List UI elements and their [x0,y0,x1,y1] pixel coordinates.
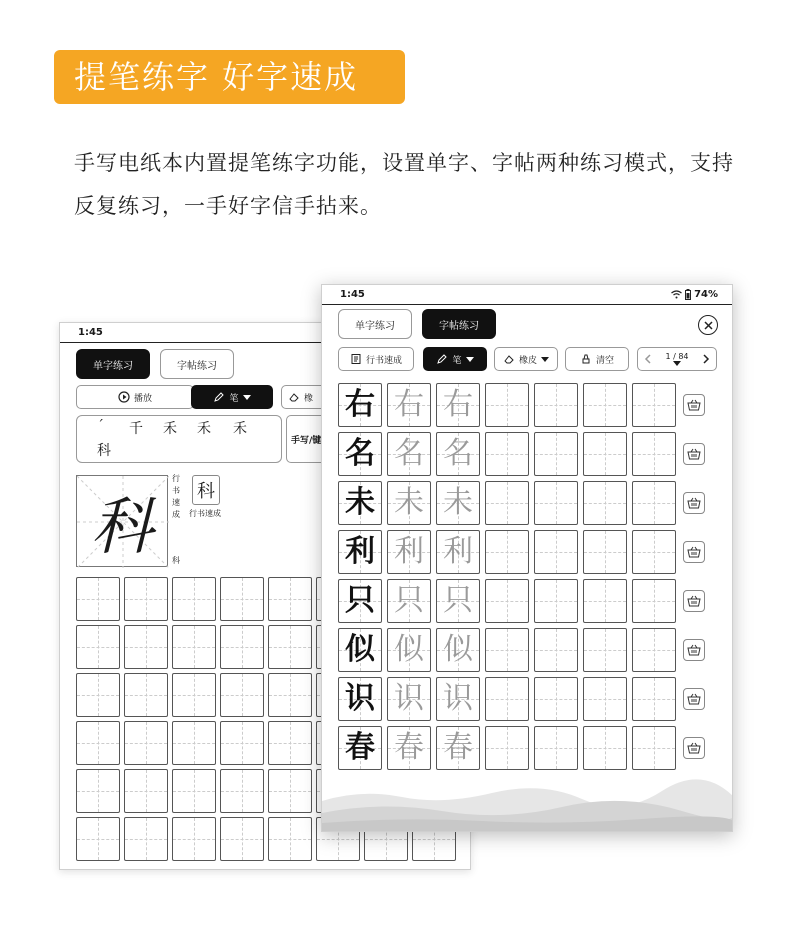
basket-icon [687,742,701,754]
practice-cell[interactable] [534,628,578,672]
style-vertical-label: 行书速成 [172,474,180,519]
practice-cell[interactable] [172,769,216,813]
tab-single-char[interactable]: 单字练习 [76,349,150,379]
stroke-step: 千 [129,421,143,437]
trace-cell[interactable] [387,628,431,672]
practice-cell[interactable] [534,579,578,623]
practice-cell[interactable] [268,577,312,621]
trace-cell[interactable] [387,579,431,623]
eraser-button[interactable] [494,347,558,371]
basket-icon [687,644,701,656]
practice-cell[interactable] [632,383,676,427]
play-label: 播放 [133,393,152,404]
trace-cell[interactable] [387,726,431,770]
model-cell[interactable] [338,530,382,574]
trace-char: 似 [443,632,473,667]
model-char: 名 [345,436,375,471]
practice-cell[interactable] [632,677,676,721]
practice-cell[interactable] [76,673,120,717]
trace-char: 只 [443,583,473,618]
trace-char: 利 [443,534,473,569]
practice-cell[interactable] [172,817,216,861]
trace-char: 春 [394,730,424,765]
practice-cell[interactable] [124,769,168,813]
practice-cell[interactable] [583,481,627,525]
book-icon [350,353,362,365]
practice-cell[interactable] [583,628,627,672]
practice-cell[interactable] [220,577,264,621]
trace-cell[interactable] [436,628,480,672]
model-char: 利 [345,534,375,569]
practice-cell[interactable] [485,481,529,525]
trace-char: 未 [443,485,473,520]
model-char-caption: 科 [172,556,180,565]
practice-cell[interactable] [76,769,120,813]
chevron-right-icon[interactable] [702,354,710,364]
tab-single-char[interactable]: 单字练习 [338,309,412,339]
status-time: 1:45 [340,289,365,300]
close-button[interactable] [698,315,718,335]
trace-char: 只 [394,583,424,618]
practice-cell[interactable] [268,673,312,717]
model-char: 未 [345,485,375,520]
handwrite-toggle[interactable]: 手写/键 [286,415,346,463]
practice-cell[interactable] [534,530,578,574]
practice-cell[interactable] [485,677,529,721]
practice-cell[interactable] [172,625,216,669]
close-icon [704,321,713,330]
basket-button[interactable] [683,737,705,759]
model-char: 春 [345,730,375,765]
stroke-step: 禾 [163,421,177,437]
pen-icon [213,391,225,403]
practice-cell[interactable] [485,579,529,623]
trace-char: 利 [394,534,424,569]
model-cell[interactable] [338,432,382,476]
chevron-down-icon [466,357,474,362]
eraser-icon [288,391,300,403]
basket-button[interactable] [683,541,705,563]
practice-cell[interactable] [76,625,120,669]
clear-icon [580,353,592,365]
model-char: 只 [345,583,375,618]
trace-char: 春 [443,730,473,765]
trace-cell[interactable] [387,530,431,574]
trace-cell[interactable] [387,677,431,721]
model-char: 右 [345,387,375,422]
basket-button[interactable] [683,394,705,416]
practice-cell[interactable] [220,817,264,861]
trace-char: 右 [394,387,424,422]
trace-cell[interactable] [387,383,431,427]
pen-icon [436,353,448,365]
status-bar [322,285,732,305]
model-cell[interactable] [338,628,382,672]
practice-cell[interactable] [534,383,578,427]
practice-cell[interactable] [583,383,627,427]
practice-cell[interactable] [534,432,578,476]
style-sample-char[interactable]: 科 [192,475,220,505]
page-indicator: 1 / 84 [665,352,689,361]
basket-icon [687,399,701,411]
practice-cell[interactable] [220,721,264,765]
pen-button[interactable] [191,385,273,409]
practice-cell[interactable] [268,625,312,669]
stroke-step: 禾 [197,421,211,437]
trace-char: 名 [443,436,473,471]
practice-cell[interactable] [220,673,264,717]
practice-cell[interactable] [632,481,676,525]
practice-cell[interactable] [583,677,627,721]
basket-button[interactable] [683,688,705,710]
wifi-icon [671,290,682,299]
practice-cell[interactable] [534,481,578,525]
model-char: 似 [345,632,375,667]
practice-cell[interactable] [172,673,216,717]
model-char: 识 [345,681,375,716]
trace-cell[interactable] [436,726,480,770]
trace-cell[interactable] [436,481,480,525]
practice-cell[interactable] [124,817,168,861]
trace-char: 识 [394,681,424,716]
practice-cell[interactable] [124,577,168,621]
trace-cell[interactable] [436,677,480,721]
model-char-box [76,475,168,567]
chevron-down-icon [243,395,251,400]
practice-cell[interactable] [76,577,120,621]
trace-char: 右 [443,387,473,422]
practice-cell[interactable] [172,721,216,765]
practice-cell[interactable] [172,577,216,621]
tab-copybook[interactable]: 字帖练习 [422,309,496,339]
eraser-icon [503,353,515,365]
model-char: 科 [90,489,153,563]
page-selector[interactable] [665,352,688,366]
trace-cell[interactable] [387,481,431,525]
practice-cell[interactable] [76,721,120,765]
style-caption: 行书速成 [189,509,221,518]
pen-label: 笔 [452,355,462,366]
play-button[interactable] [76,385,194,409]
basket-icon [687,546,701,558]
pen-label: 笔 [229,393,239,404]
trace-cell[interactable] [436,579,480,623]
stroke-order-panel [76,415,282,463]
mountain-decoration [322,761,733,831]
practice-cell[interactable] [220,769,264,813]
battery-percent: 74% [694,289,718,300]
practice-cell[interactable] [583,432,627,476]
practice-cell[interactable] [124,721,168,765]
practice-cell[interactable] [124,673,168,717]
practice-cell[interactable] [583,530,627,574]
intro-text: 手写电纸本内置提笔练字功能，设置单字、字帖两种练习模式，支持反复练习，一手好字信手拈来。 [74,151,734,218]
chevron-down-icon [673,361,681,366]
battery-icon [685,289,691,300]
trace-char: 识 [443,681,473,716]
model-cell[interactable] [338,383,382,427]
pen-button[interactable] [423,347,487,371]
play-icon [118,391,130,403]
model-cell[interactable] [338,579,382,623]
stroke-step: 禾 [233,421,247,437]
trace-cell[interactable] [387,432,431,476]
trace-char: 似 [394,632,424,667]
basket-icon [687,497,701,509]
practice-cell[interactable] [632,432,676,476]
practice-cell[interactable] [485,628,529,672]
practice-cell[interactable] [583,579,627,623]
practice-cell[interactable] [485,383,529,427]
pager [637,347,717,371]
practice-cell[interactable] [268,817,312,861]
practice-cell[interactable] [534,677,578,721]
tab-copybook[interactable]: 字帖练习 [160,349,234,379]
practice-cell[interactable] [485,432,529,476]
stroke-step: 科 [97,443,111,459]
basket-icon [687,448,701,460]
eraser-label: 橡 [304,393,314,404]
clear-label: 清空 [595,355,614,366]
clear-button[interactable] [565,347,629,371]
copybook-select-button[interactable] [338,347,414,371]
headline-badge: 提笔练字 好字速成 [54,50,405,104]
device-copybook [321,284,733,832]
practice-cell[interactable] [632,628,676,672]
practice-cell[interactable] [632,579,676,623]
basket-button[interactable] [683,492,705,514]
practice-cell[interactable] [268,721,312,765]
trace-char: 未 [394,485,424,520]
eraser-label: 橡皮 [518,355,537,366]
trace-cell[interactable] [436,530,480,574]
practice-cell[interactable] [220,625,264,669]
trace-cell[interactable] [436,383,480,427]
basket-icon [687,693,701,705]
basket-button[interactable] [683,443,705,465]
model-cell[interactable] [338,677,382,721]
book-label: 行书速成 [365,355,402,366]
basket-button[interactable] [683,590,705,612]
practice-cell[interactable] [76,817,120,861]
practice-cell[interactable] [485,530,529,574]
practice-cell[interactable] [124,625,168,669]
stroke-step: ˊ [97,418,104,434]
basket-button[interactable] [683,639,705,661]
trace-cell[interactable] [436,432,480,476]
chevron-down-icon [541,357,549,362]
model-cell[interactable] [338,726,382,770]
practice-cell[interactable] [632,530,676,574]
model-cell[interactable] [338,481,382,525]
status-time: 1:45 [78,327,103,338]
basket-icon [687,595,701,607]
chevron-left-icon[interactable] [644,354,652,364]
trace-char: 名 [394,436,424,471]
status-indicators [671,289,718,300]
practice-cell[interactable] [268,769,312,813]
